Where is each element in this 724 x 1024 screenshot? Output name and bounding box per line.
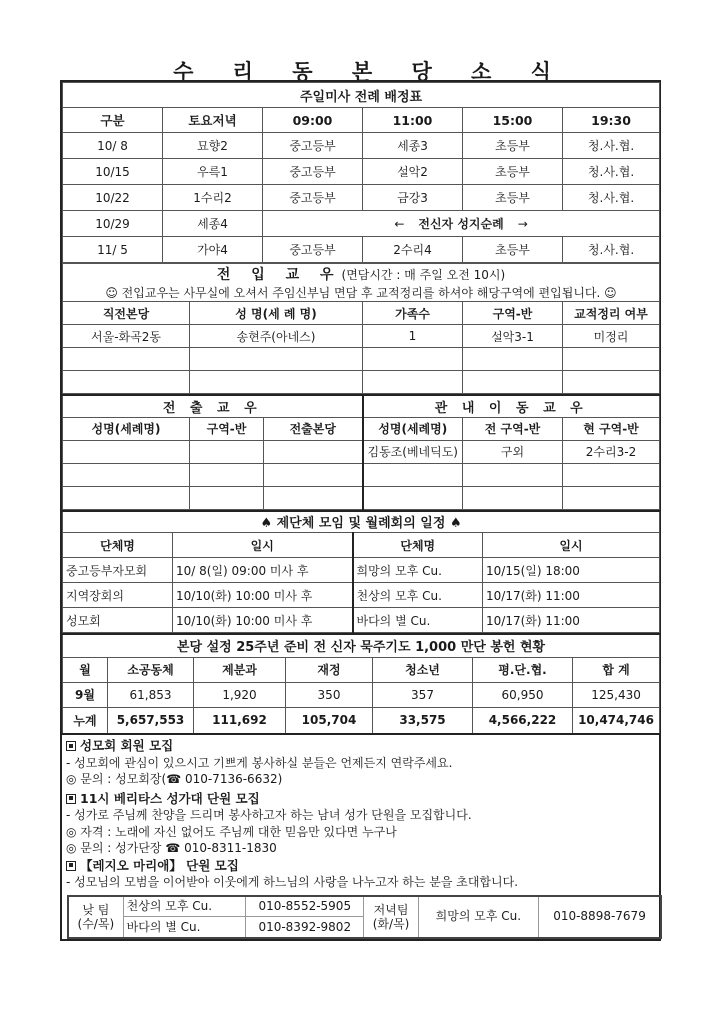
table-row [63,486,660,509]
notice-line: - 성모회에 관심이 있으시고 기쁘게 봉사하실 분들은 언제든지 연락주세요. [66,755,453,770]
table-cell: 구외 [463,440,563,463]
column-header: 19:30 [563,108,660,133]
table-cell [264,463,363,486]
column-header: 단체명 [63,533,173,558]
table-cell: 중고등부 [263,133,363,159]
table-cell [463,486,563,509]
table-cell: 묘향2 [163,133,263,159]
column-header: 월 [63,657,108,682]
table-cell: 중고등부 [263,237,363,263]
evening-team-name: 저녁팀 [373,902,409,917]
team-member-name: 바다의 별 Cu. [123,917,245,938]
table-row [63,558,660,583]
arrow-right-icon: → [517,217,528,231]
table-cell: 5,657,553 [108,707,194,734]
square-bullet-icon [66,794,76,804]
table-cell: 350 [286,682,373,707]
notice-line: ◎ 문의 : 성가단장 ☎ 010-8311-1830 [66,841,277,855]
notice-line: ◎ 문의 : 성모회장(☎ 010-7136-6632) [66,772,283,786]
column-header: 일시 [483,533,660,558]
table-cell: 111,692 [194,707,286,734]
table-row [63,440,660,463]
table-row [63,583,660,608]
table-cell: 10/17(화) 11:00 [483,583,660,608]
table-cell: 60,950 [473,682,573,707]
table-cell: 33,575 [373,707,473,734]
column-header: 청소년 [373,657,473,682]
notice-heading [66,791,655,808]
table-cell [563,486,660,509]
table-cell [190,371,363,394]
table-row [63,159,660,185]
transfer-in-title [63,264,660,285]
column-header: 소공동체 [108,657,194,682]
table-cell: 청.사.협. [563,133,660,159]
table-cell: 누계 [63,707,108,734]
table-cell: 10/17(화) 11:00 [483,608,660,633]
notice-line: - 성모님의 모범을 이어받아 이웃에게 하느님의 사랑을 나누고자 하는 분을 초대합니다. [66,875,519,889]
table-cell: 10/22 [63,185,163,211]
arrow-left-icon: ← [394,217,405,231]
table-cell: 9월 [63,682,108,707]
table-cell: 바다의 별 Cu. [353,608,483,633]
column-header: 합 계 [573,657,660,682]
table-cell [463,371,563,394]
table-row-cumulative [63,707,660,734]
column-header: 성 명(세 례 명) [190,302,363,325]
transfer-out-title: 전 출 교 우 [63,395,363,417]
table-cell: 중고등부 [263,185,363,211]
table-row [63,237,660,263]
table-cell: 김동조(베네딕도) [363,440,463,463]
notice-heading [66,858,655,875]
table-cell: 초등부 [463,185,563,211]
table-cell [63,371,190,394]
day-team-name: 낮 팀 [82,902,110,917]
transfer-in-heading: 전 입 교 우 [216,267,342,283]
table-cell: 청.사.협. [563,159,660,185]
prayer-fund-table [62,633,660,735]
column-header: 현 구역-반 [563,417,660,440]
table-cell: 357 [373,682,473,707]
day-team-days: (수/목) [77,916,115,931]
table-cell [63,486,190,509]
table-cell: 청.사.협. [563,185,660,211]
notice-heading-text: 【레지오 마리애】 단원 모집 [80,857,239,873]
group-meetings-table [62,510,660,634]
square-bullet-icon [66,861,76,871]
column-header: 09:00 [263,108,363,133]
table-cell: 1수리2 [163,185,263,211]
table-row [63,608,660,633]
column-header: 일시 [173,533,353,558]
table-cell: 1,920 [194,682,286,707]
newsletter-frame [60,80,661,941]
team-member-name: 천상의 모후 Cu. [123,896,245,917]
table-cell: 4,566,222 [473,707,573,734]
team-member-phone: 010-8898-7679 [539,896,661,938]
notice-line: ◎ 자격 : 노래에 자신 없어도 주님께 대한 믿음만 있다면 누구나 [66,824,397,839]
column-header: 전 구역-반 [463,417,563,440]
table-cell: 우륵1 [163,159,263,185]
column-header: 15:00 [463,108,563,133]
square-bullet-icon [66,741,76,751]
table-row-month [63,682,660,707]
table-cell: 10,474,746 [573,707,660,734]
column-header: 성명(세례명) [63,417,190,440]
newsletter-title: 수 리 동 본 당 소 식 [173,60,567,84]
table-row-pilgrimage [63,211,660,237]
table-cell: 초등부 [463,133,563,159]
table-cell: 희망의 모후 Cu. [353,558,483,583]
transfer-out-internal-table [62,394,660,510]
table-cell: 10/15(일) 18:00 [483,558,660,583]
column-header: 구역-반 [190,417,264,440]
table-row [63,325,660,348]
table-cell: 2수리4 [363,237,463,263]
transfer-in-table [62,263,660,394]
table-cell [463,348,563,371]
table-cell: 초등부 [463,237,563,263]
transfer-in-notice: ☺ 전입교우는 사무실에 오셔서 주임신부님 면담 후 교적정리를 하셔야 해당구역에 편입됩니다. ☺ [63,284,660,302]
table-cell: 미정리 [563,325,660,348]
column-header: 구분 [63,108,163,133]
column-header: 단체명 [353,533,483,558]
team-member-phone: 010-8392-9802 [246,917,364,938]
table-cell [264,440,363,463]
notice-heading [66,738,655,755]
table-cell [63,440,190,463]
table-cell: 중고등부 [263,159,363,185]
legio-teams-table [67,895,662,939]
pilgrimage-label: 전신자 성지순례 [418,217,504,231]
table-cell: 세종3 [363,133,463,159]
table-cell: 송현주(아네스) [190,325,363,348]
table-row [63,371,660,394]
table-cell [190,463,264,486]
table-cell [63,348,190,371]
table-cell: 105,704 [286,707,373,734]
team-member-name: 희망의 모후 Cu. [418,896,538,938]
table-cell: 10/ 8(일) 09:00 미사 후 [173,558,353,583]
column-header: 가족수 [363,302,463,325]
table-cell: 10/ 8 [63,133,163,159]
table-cell [563,371,660,394]
column-header: 토요저녁 [163,108,263,133]
group-meetings-title: ♠ 제단체 모임 및 월례회의 일정 ♠ [63,511,660,533]
column-header: 재정 [286,657,373,682]
table-cell [363,371,463,394]
table-cell: 설악3-1 [463,325,563,348]
notice-heading-text: 11시 베리타스 성가대 단원 모집 [80,790,260,806]
notice-heading-text: 성모회 회원 모집 [80,738,174,753]
prayer-fund-title: 본당 설정 25주년 준비 전 신자 묵주기도 1,000 만단 봉헌 현황 [63,634,660,657]
column-header: 직전본당 [63,302,190,325]
table-cell [264,486,363,509]
table-cell: 125,430 [573,682,660,707]
table-cell [363,348,463,371]
table-cell: 10/10(화) 10:00 미사 후 [173,608,353,633]
day-team-label [68,896,123,938]
table-cell [190,348,363,371]
table-cell: 10/29 [63,211,163,237]
column-header: 전출본당 [264,417,363,440]
table-cell: 61,853 [108,682,194,707]
table-cell [563,463,660,486]
column-header: 11:00 [363,108,463,133]
interview-time: (면담시간 : 매 주일 오전 10시) [341,268,506,282]
table-cell: 중고등부자모회 [63,558,173,583]
table-cell: 천상의 모후 Cu. [353,583,483,608]
pilgrimage-cell [263,211,660,237]
notice-line: - 성가로 주님께 찬양을 드리며 봉사하고자 하는 남녀 성가 단원을 모집합니다. [66,808,472,822]
table-cell: 금강3 [363,185,463,211]
column-header: 구역-반 [463,302,563,325]
table-row [63,185,660,211]
table-cell: 초등부 [463,159,563,185]
column-header: 평.단.협. [473,657,573,682]
table-cell: 설악2 [363,159,463,185]
table-cell: 지역장회의 [63,583,173,608]
table-cell [63,463,190,486]
table-cell [190,486,264,509]
mass-schedule-title: 주일미사 전례 배정표 [63,83,660,108]
table-cell [563,348,660,371]
table-cell: 10/10(화) 10:00 미사 후 [173,583,353,608]
table-cell: 1 [363,325,463,348]
notices-section [62,735,659,939]
column-header: 제분과 [194,657,286,682]
table-cell [190,440,264,463]
table-cell [363,463,463,486]
table-row [63,133,660,159]
table-cell: 2수리3-2 [563,440,660,463]
evening-team-label [364,896,418,938]
table-cell: 성모회 [63,608,173,633]
table-cell [463,463,563,486]
column-header: 교적정리 여부 [563,302,660,325]
mass-schedule-table [62,82,660,263]
table-row [63,463,660,486]
table-cell: 가야4 [163,237,263,263]
table-row [63,348,660,371]
table-cell: 10/15 [63,159,163,185]
table-cell: 11/ 5 [63,237,163,263]
evening-team-days: (화/목) [372,916,410,931]
table-row [68,896,661,917]
table-cell: 서울-화곡2동 [63,325,190,348]
table-cell: 청.사.협. [563,237,660,263]
internal-move-title: 관 내 이 동 교 우 [363,395,660,417]
column-header: 성명(세례명) [363,417,463,440]
team-member-phone: 010-8552-5905 [246,896,364,917]
table-cell [363,486,463,509]
table-cell: 세종4 [163,211,263,237]
